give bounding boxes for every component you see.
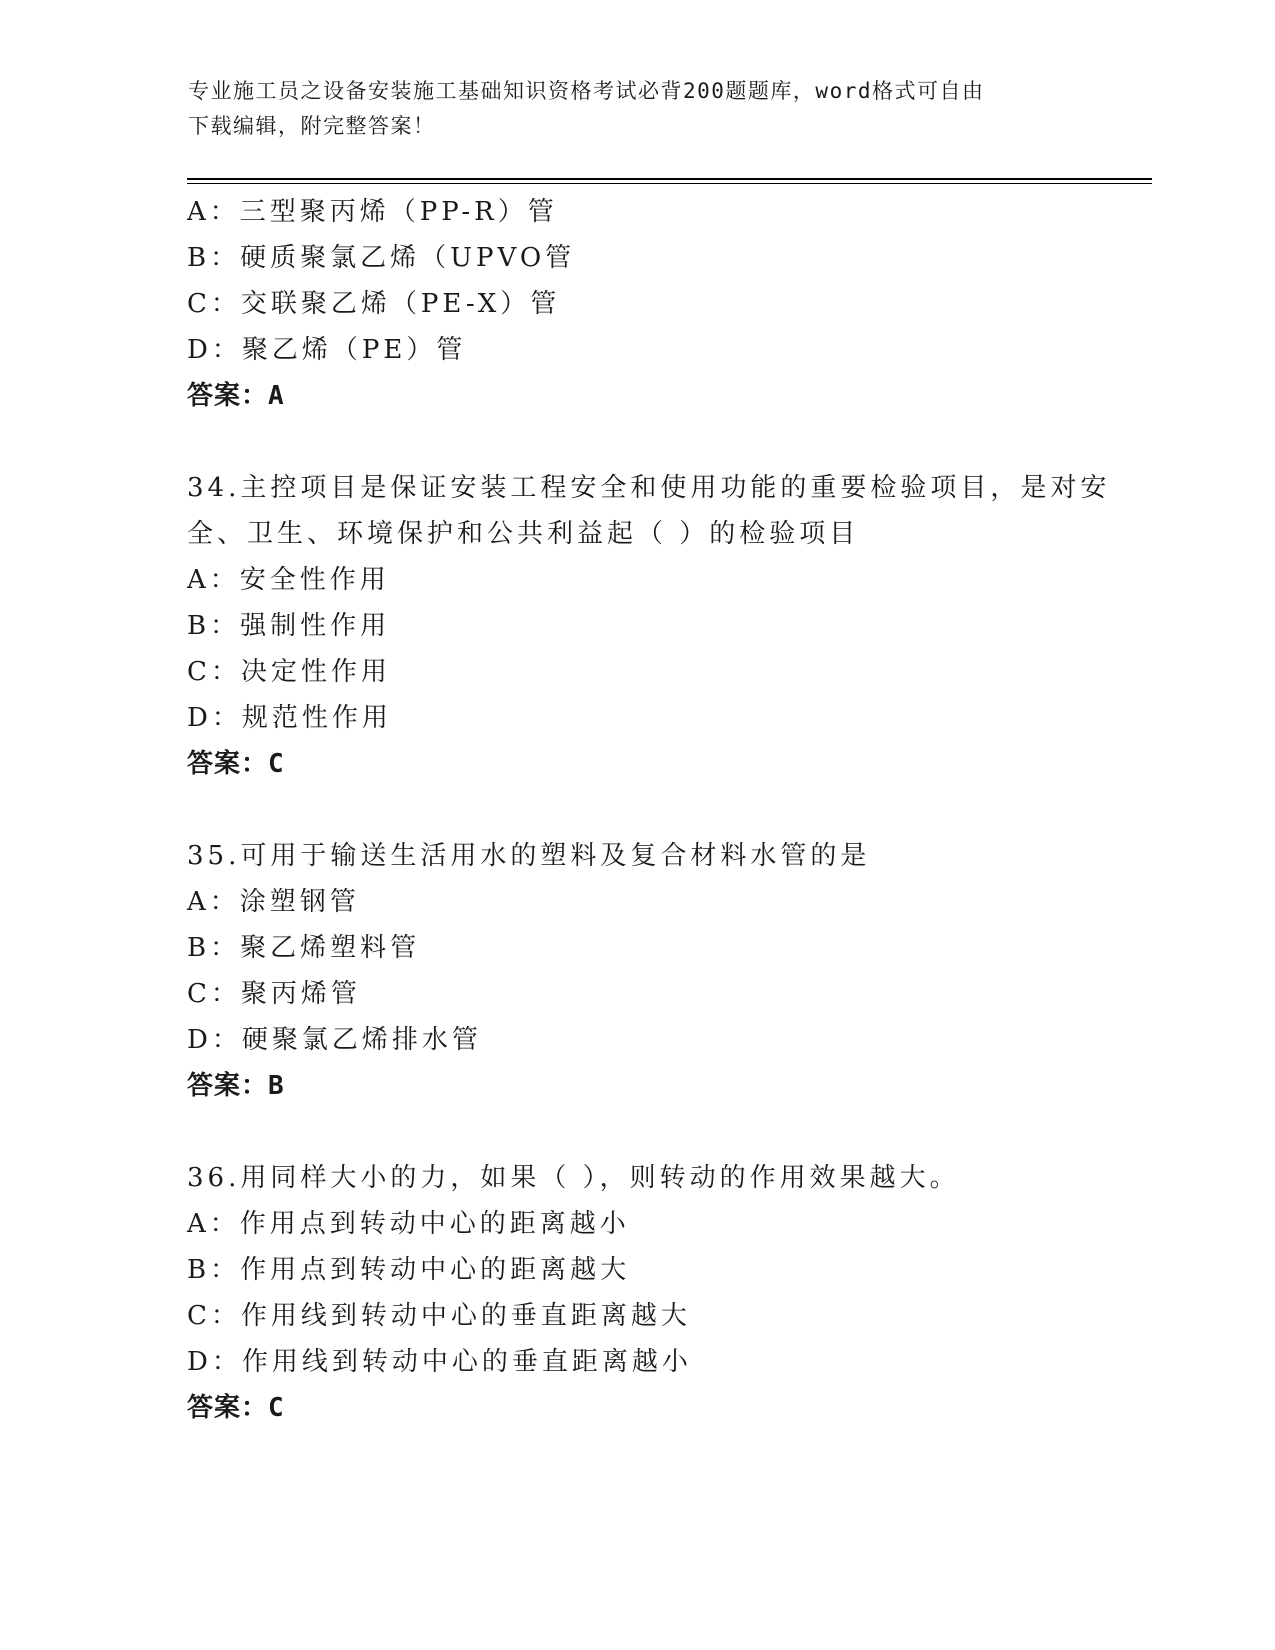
option-c: C：决定性作用 (187, 657, 391, 687)
question-text-line-1: 35.可用于输送生活用水的塑料及复合材料水管的是 (187, 841, 871, 871)
option-d: D：硬聚氯乙烯排水管 (187, 1025, 482, 1055)
spacer (187, 1109, 1087, 1155)
option-a: A：三型聚丙烯（PP-R）管 (187, 197, 558, 227)
option-b: B：硬质聚氯乙烯（UPVO管 (187, 243, 576, 273)
question-list (187, 189, 1111, 1431)
option-b: B：作用点到转动中心的距离越大 (187, 1255, 631, 1285)
option-b: B：强制性作用 (187, 611, 391, 641)
question-text-line-2: 全、卫生、环境保护和公共利益起（ ）的检验项目 (187, 519, 860, 549)
header-rule-thin (187, 183, 1152, 184)
question-block-35 (187, 833, 1087, 1109)
option-b: B：聚乙烯塑料管 (187, 933, 421, 963)
option-d: D：聚乙烯（PE）管 (187, 335, 467, 365)
question-text-line-1: 34.主控项目是保证安装工程安全和使用功能的重要检验项目，是对安 (187, 473, 1111, 503)
answer-line: 答案：C (187, 749, 285, 779)
document-header (188, 74, 1088, 144)
option-d: D：规范性作用 (187, 703, 392, 733)
option-a: A：作用点到转动中心的距离越小 (187, 1209, 630, 1239)
header-line-2: 下载编辑，附完整答案！ (188, 114, 436, 138)
spacer (187, 787, 1087, 833)
answer-line: 答案：A (187, 381, 285, 411)
option-c: C：作用线到转动中心的垂直距离越大 (187, 1301, 691, 1331)
option-c: C：聚丙烯管 (187, 979, 361, 1009)
question-block-34 (187, 465, 1111, 787)
answer-line: 答案：C (187, 1393, 285, 1423)
header-rule-thick (187, 178, 1152, 180)
header-line-1: 专业施工员之设备安装施工基础知识资格考试必背200题题库，word格式可自由 (188, 79, 985, 103)
question-block-33 (187, 189, 1087, 419)
option-d: D：作用线到转动中心的垂直距离越小 (187, 1347, 692, 1377)
option-a: A：安全性作用 (187, 565, 390, 595)
option-c: C：交联聚乙烯（PE-X）管 (187, 289, 561, 319)
option-a: A：涂塑钢管 (187, 887, 360, 917)
question-block-36 (187, 1155, 1087, 1431)
question-text-line-1: 36.用同样大小的力，如果（ ），则转动的作用效果越大。 (187, 1163, 960, 1193)
answer-line: 答案：B (187, 1071, 285, 1101)
spacer (187, 419, 1087, 465)
